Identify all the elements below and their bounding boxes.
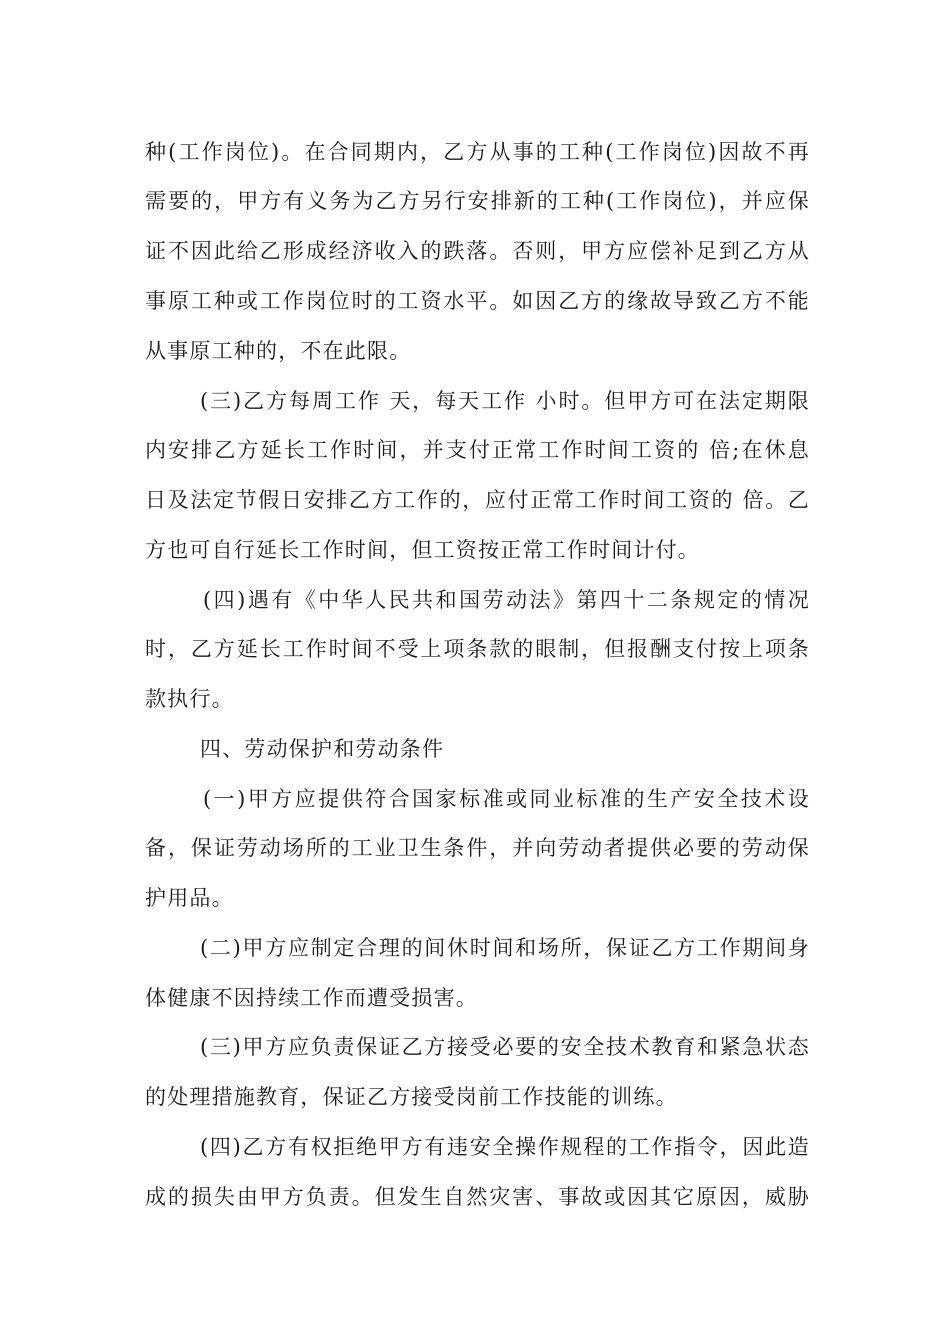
paragraph-start-line: (一)甲方应提供符合国家标准或同业标准的生产安全技术设 <box>203 787 810 811</box>
text-line: 护用品。 <box>145 886 234 910</box>
text-line: 内安排乙方延长工作时间，并支付正常工作时间工资的 倍;在休息 <box>145 438 810 462</box>
paragraph-start-line: (四)乙方有权拒绝甲方有违安全操作规程的工作指令，因此造 <box>200 1135 810 1159</box>
text-line: 日及法定节假日安排乙方工作的，应付正常工作时间工资的 倍。乙 <box>145 488 810 512</box>
text-line: 备，保证劳动场所的工业卫生条件，并向劳动者提供必要的劳动保 <box>145 836 810 860</box>
text-line: 需要的，甲方有义务为乙方另行安排新的工种(工作岗位)，并应保 <box>145 189 810 213</box>
paragraph-start-line: (三)乙方每周工作 天，每天工作 小时。但甲方可在法定期限 <box>200 389 810 413</box>
paragraph-start-line: (二)甲方应制定合理的间休时间和场所，保证乙方工作期间身 <box>200 936 810 960</box>
text-line: 的处理措施教育，保证乙方接受岗前工作技能的训练。 <box>145 1085 678 1109</box>
text-line: 证不因此给乙形成经济收入的跌落。否则，甲方应偿补足到乙方从 <box>145 239 810 263</box>
paragraph-start-line: (四)遇有《中华人民共和国劳动法》第四十二条规定的情况 <box>203 588 810 612</box>
paragraph-start-line: (三)甲方应负责保证乙方接受必要的安全技术教育和紧急状态 <box>200 1035 810 1059</box>
text-line: 事原工种或工作岗位时的工资水平。如因乙方的缘故导致乙方不能 <box>145 289 810 313</box>
text-line: 种(工作岗位)。在合同期内，乙方从事的工种(工作岗位)因故不再 <box>145 140 810 164</box>
text-line: 方也可自行延长工作时间，但工资按正常工作时间计付。 <box>145 538 700 562</box>
text-line: 体健康不因持续工作而遭受损害。 <box>145 986 478 1010</box>
text-line: 成的损失由甲方负责。但发生自然灾害、事故或因其它原因，威胁 <box>145 1185 810 1209</box>
text-line: 时，乙方延长工作时间不受上项条款的眼制，但报酬支付按上项条 <box>145 637 810 661</box>
text-line: 款执行。 <box>145 687 234 711</box>
section-heading: 四、劳动保护和劳动条件 <box>200 737 445 761</box>
text-line: 从事原工种的，不在此限。 <box>145 339 412 363</box>
